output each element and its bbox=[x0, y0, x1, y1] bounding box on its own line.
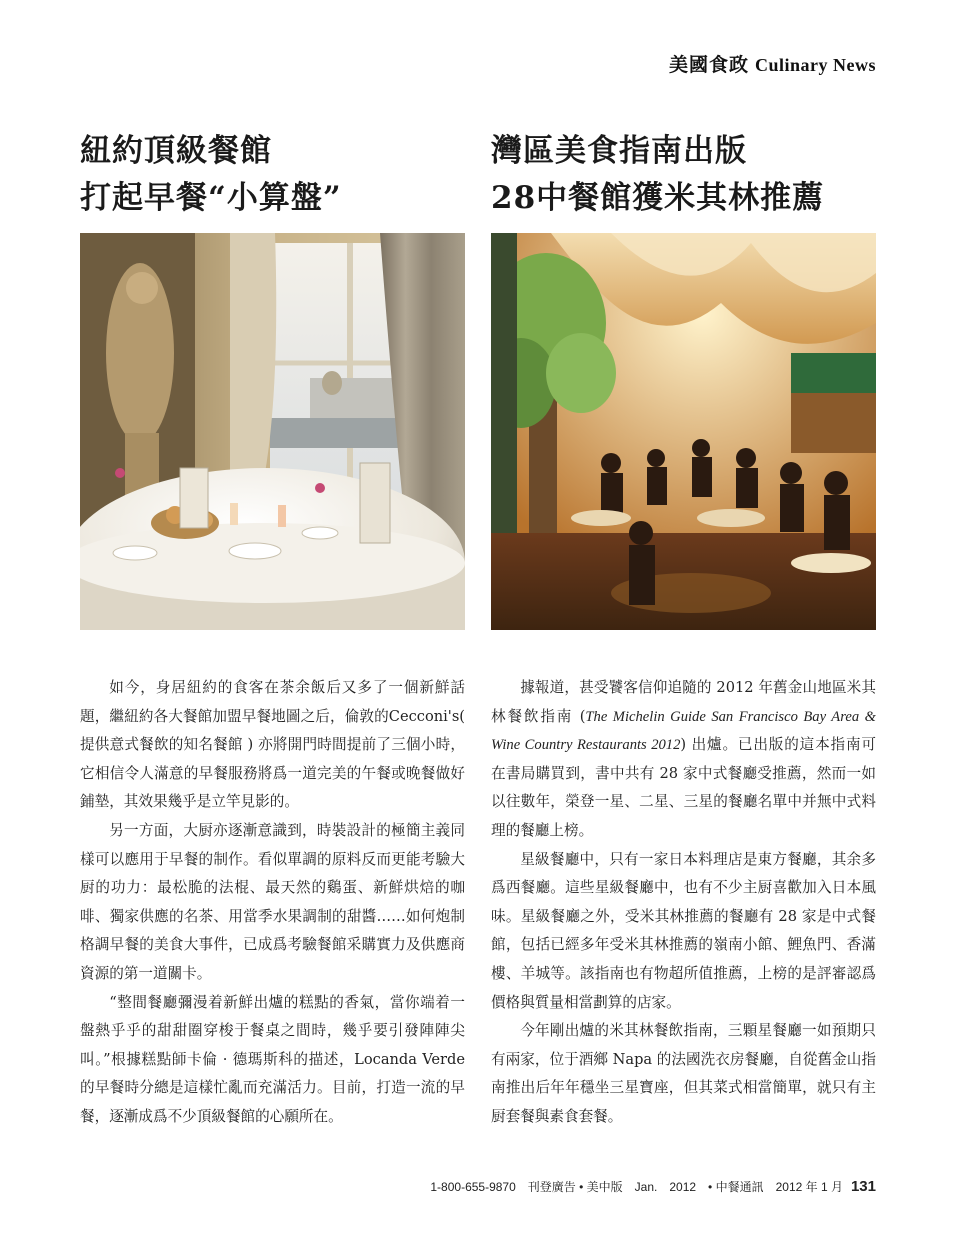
paragraph-1-rest: ) 出爐。已出版的這本指南可在書局購買到，書中共有 28 家中式餐廳受推薦，然而一如以往數年，榮登一星、二星、三星的餐廳名單中并無中式料理的餐廳上榜。 bbox=[491, 736, 876, 839]
article-title-left bbox=[80, 128, 470, 222]
breakfast-restaurant-photo bbox=[80, 233, 465, 630]
article-title-left-line2: 打起早餐“小算盤” bbox=[80, 180, 342, 216]
footer-ad-text: 刊登廣告 • 美中版 bbox=[527, 1180, 623, 1194]
guide-title-italic: The Michelin Guide San Francisco Bay Area & Wine Country Restaurants 2012 bbox=[491, 708, 876, 754]
article-left-paragraph-2: 另一方面，大厨亦逐漸意識到，時裝設計的極簡主義同樣可以應用于早餐的制作。看似單調的原料反而更能考驗大厨的功力：最松脆的法棍、最天然的鷄蛋、新鮮烘焙的咖啡、獨家供應的名茶、用當季水果調制的甜醬……如何炮制格調早餐的美食大事件，已成爲考驗餐館采購實力及供應商資源的第一道關卡。 bbox=[80, 821, 465, 982]
footer-month: Jan. bbox=[634, 1180, 658, 1194]
article-body-right bbox=[491, 674, 876, 1132]
page-footer bbox=[430, 1178, 876, 1195]
section-header bbox=[669, 50, 876, 77]
page-number: 131 bbox=[850, 1178, 876, 1195]
chinese-restaurant-photo bbox=[491, 233, 876, 630]
footer-year: 2012 bbox=[669, 1180, 697, 1194]
paragraph-1-intro: 據報道，甚受饕客信仰追隨的 2012 年舊金山地區米其林餐飲指南 ( bbox=[491, 679, 876, 725]
article-title-left-line1: 紐約頂級餐館 bbox=[80, 133, 272, 169]
article-right-paragraph-3: 今年剛出爐的米其林餐飲指南，三顆星餐廳一如預期只有兩家，位于酒鄉 Napa 的法國洗衣房餐廳，自從舊金山指南推出后年年穩坐三星寶座，但其菜式相當簡單，就只有主厨套餐與素食套餐。 bbox=[491, 1022, 876, 1125]
article-left-paragraph-3: “整間餐廳彌漫着新鮮出爐的糕點的香氣，當你端着一盤熱乎乎的甜甜圈穿梭于餐桌之間時，幾乎要引發陣陣尖叫。”根據糕點師卡倫 · 德瑪斯科的描述，Locanda Verde 的早餐時分總是這樣忙亂而充滿活力。目前，打造一流的早餐，逐漸成爲不少頂級餐館的心願所在。 bbox=[80, 993, 465, 1125]
article-title-right bbox=[491, 128, 881, 222]
section-title-zh: 美國食政 bbox=[668, 54, 749, 76]
article-body-left bbox=[80, 674, 465, 1132]
footer-magazine: • 中餐通訊 bbox=[708, 1180, 764, 1194]
article-right-paragraph-2: 星級餐廳中，只有一家日本料理店是東方餐廳，其余多爲西餐廳。這些星級餐廳中，也有不少主厨喜歡加入日本風味。星級餐廳之外，受米其林推薦的餐廳有 28 家是中式餐館，包括已經多年受米其林推薦的嶺南小館、鯉魚門、香滿樓、羊城等。該指南也有物超所值推薦，上榜的是評審認爲價格與質量相當劃算的店家。 bbox=[491, 850, 876, 1011]
article-title-right-line2: 28中餐館獲米其林推薦 bbox=[491, 180, 825, 216]
article-left-paragraph-1: 如今，身居紐約的食客在茶余飯后又多了一個新鮮話題，繼紐約各大餐館加盟早餐地圖之后，倫敦的Cecconi's( 提供意式餐飲的知名餐館 ) 亦將開門時間提前了三個小時，它相信令人滿意的早餐服務將爲一道完美的午餐或晚餐做好鋪墊，其效果幾乎是立竿見影的。 bbox=[80, 679, 465, 811]
article-title-right-line1: 灣區美食指南出版 bbox=[491, 133, 747, 169]
article-right-paragraph-1 bbox=[491, 674, 876, 846]
footer-date-zh: 2012 年 1 月 bbox=[775, 1180, 843, 1194]
footer-phone: 1-800-655-9870 bbox=[430, 1180, 516, 1194]
section-title-en: Culinary News bbox=[754, 55, 876, 75]
